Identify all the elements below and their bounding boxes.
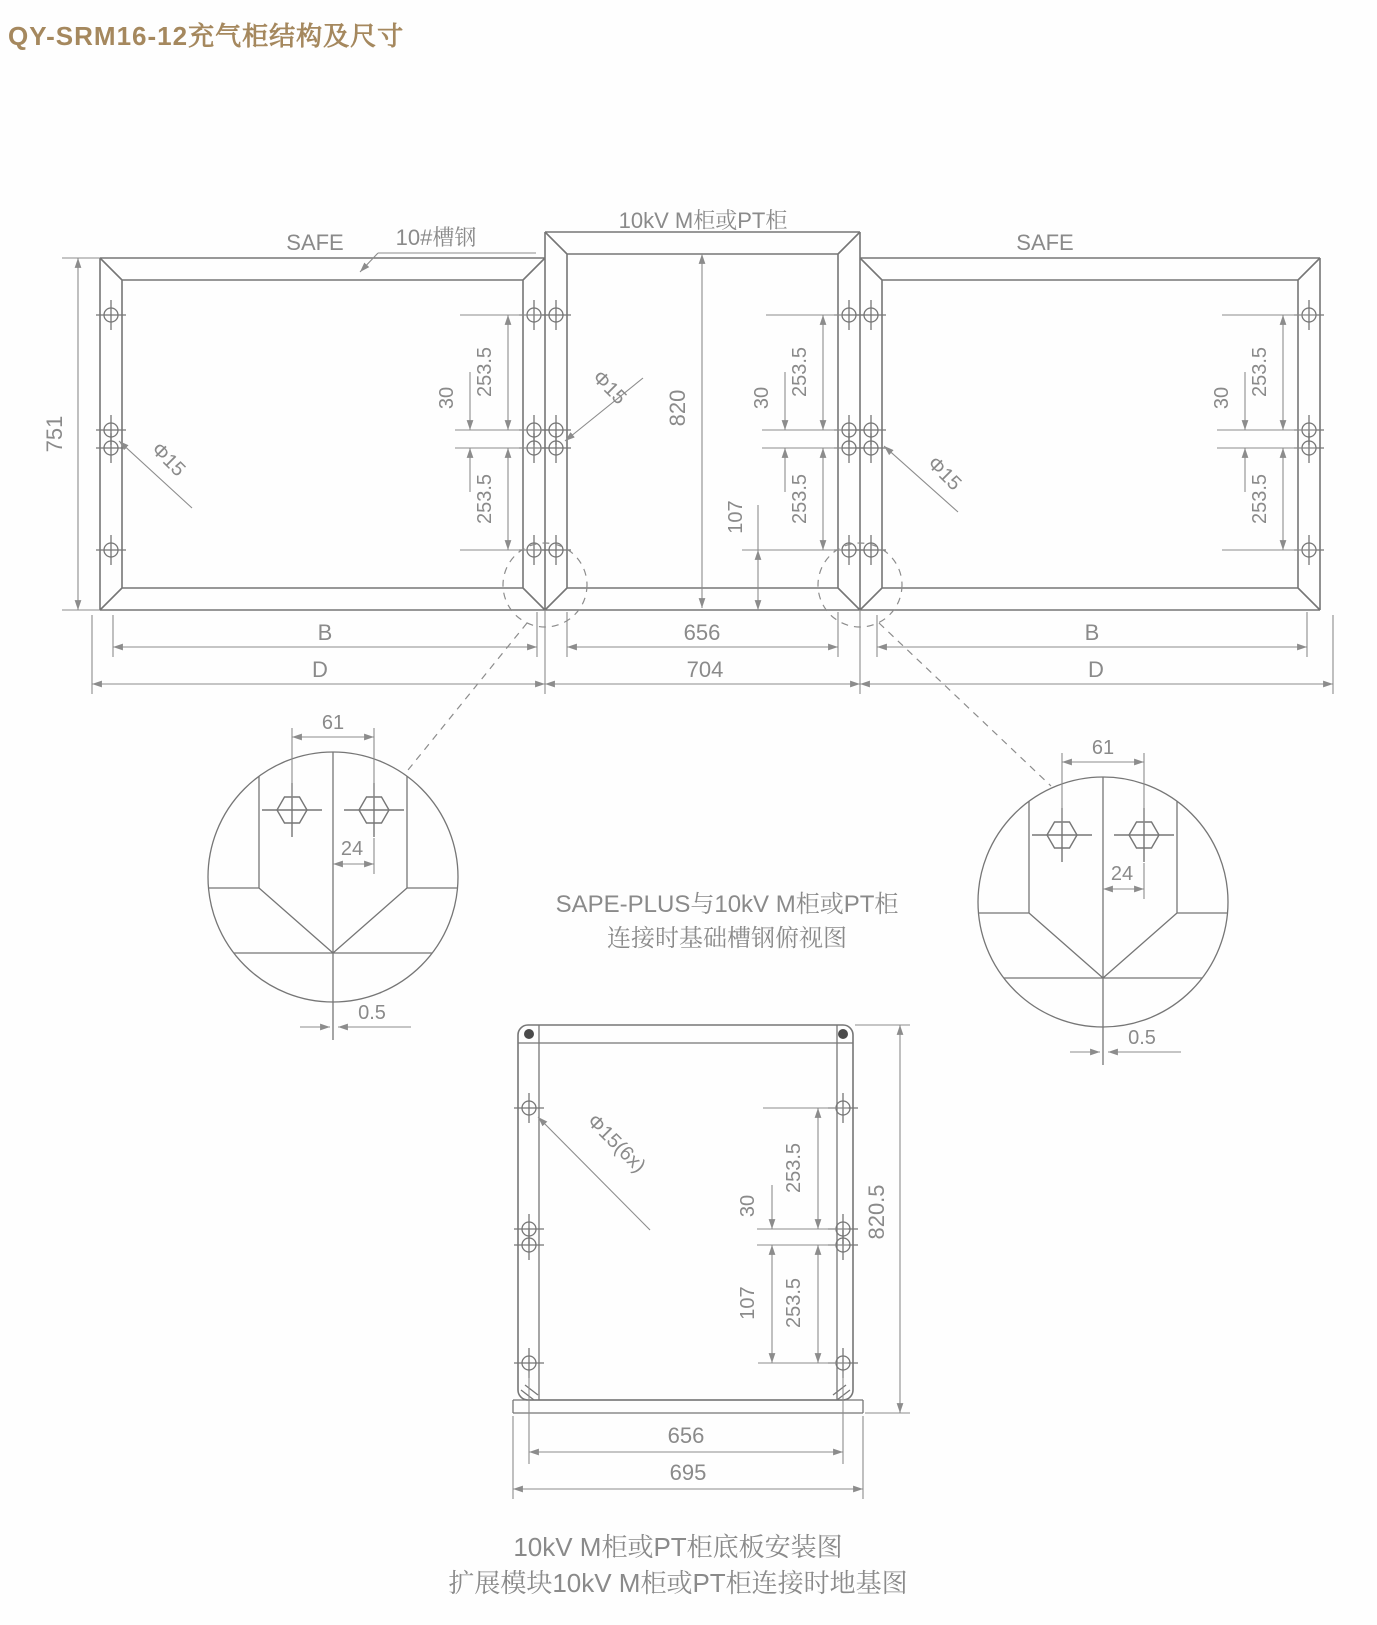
right-width-inner: B: [1084, 620, 1100, 645]
bottom-width-inner: 656: [667, 1423, 705, 1448]
left-dim-top: 253.5: [474, 346, 496, 398]
dim-751: 751: [42, 415, 67, 453]
bottom-dim-gap: 30: [737, 1194, 759, 1218]
left-circle-dim-gap: 0.5: [358, 1002, 386, 1024]
detail-caption-line1: SAPE-PLUS与10kV M柜或PT柜: [555, 891, 899, 918]
middle-dim-bottom: 253.5: [789, 473, 811, 525]
bottom-width-outer: 695: [669, 1460, 707, 1485]
left-width-inner: B: [317, 620, 333, 645]
right-frame-label: SAFE: [1016, 230, 1074, 255]
channel-steel-label: 10#槽钢: [395, 225, 477, 250]
phi15-bottom-label: Φ15(6x): [582, 1110, 650, 1178]
phi15-right-label: Φ15: [922, 452, 966, 496]
left-circle-dim-spacing: 61: [321, 712, 345, 734]
bottom-plate-holes: [514, 1093, 858, 1378]
middle-frame-label: 10kV M柜或PT柜: [618, 208, 788, 233]
right-frame-holes: [856, 300, 1324, 565]
middle-dim-gap: 30: [751, 386, 773, 410]
right-dim-top: 253.5: [1249, 346, 1271, 398]
left-dim-gap: 30: [436, 386, 458, 410]
bottom-plate-dims: [737, 1108, 848, 1363]
middle-dim-top: 253.5: [789, 346, 811, 398]
left-width-outer: D: [312, 657, 328, 682]
right-frame-dims: [1211, 315, 1316, 550]
corner-dot-left: [524, 1029, 534, 1039]
right-circle-dim-gap: 0.5: [1128, 1027, 1156, 1049]
middle-dim-offset: 107: [725, 500, 747, 534]
right-dim-bottom: 253.5: [1249, 473, 1271, 525]
bottom-caption-line2: 扩展模块10kV M柜或PT柜连接时地基图: [448, 1568, 908, 1598]
middle-width-inner: 656: [683, 620, 721, 645]
bottom-dim-bottom: 253.5: [783, 1277, 805, 1329]
frames-outline: [100, 232, 1320, 610]
phi15-left-label: Φ15: [146, 438, 190, 482]
bottom-view: [513, 1025, 910, 1499]
left-detail-circle: [208, 712, 458, 1040]
right-circle-dim-offset: 24: [1110, 863, 1134, 885]
middle-frame-dims: [665, 254, 842, 610]
left-frame-dims: [436, 315, 542, 550]
dim-751-ext: [62, 258, 100, 610]
left-circle-dim-offset: 24: [340, 838, 364, 860]
right-dim-gap: 30: [1211, 386, 1233, 410]
phi15-middle-label: Φ15: [587, 366, 631, 410]
left-frame-holes: [96, 300, 549, 565]
middle-dim-height: 820: [665, 389, 690, 427]
top-view: [42, 208, 1333, 786]
right-detail-circle: [978, 737, 1228, 1065]
detail-caption-line2: 连接时基础槽钢俯视图: [607, 925, 847, 952]
width-dims: [92, 610, 1333, 694]
corner-dot-right: [838, 1029, 848, 1039]
right-width-outer: D: [1088, 657, 1104, 682]
left-frame-label: SAFE: [286, 230, 344, 255]
page-title: QY-SRM16-12充气柜结构及尺寸: [8, 21, 405, 51]
bottom-dim-top: 253.5: [783, 1142, 805, 1194]
channel-leader-arrow: [360, 253, 378, 272]
bottom-dim-offset: 107: [737, 1286, 759, 1320]
right-circle-dim-spacing: 61: [1091, 737, 1115, 759]
middle-width-outer: 704: [686, 657, 724, 682]
bottom-caption-line1: 10kV M柜或PT柜底板安装图: [513, 1532, 843, 1562]
left-dim-bottom: 253.5: [474, 473, 496, 525]
bottom-dim-height: 820.5: [864, 1184, 889, 1240]
detail-leader-left: [408, 623, 527, 770]
